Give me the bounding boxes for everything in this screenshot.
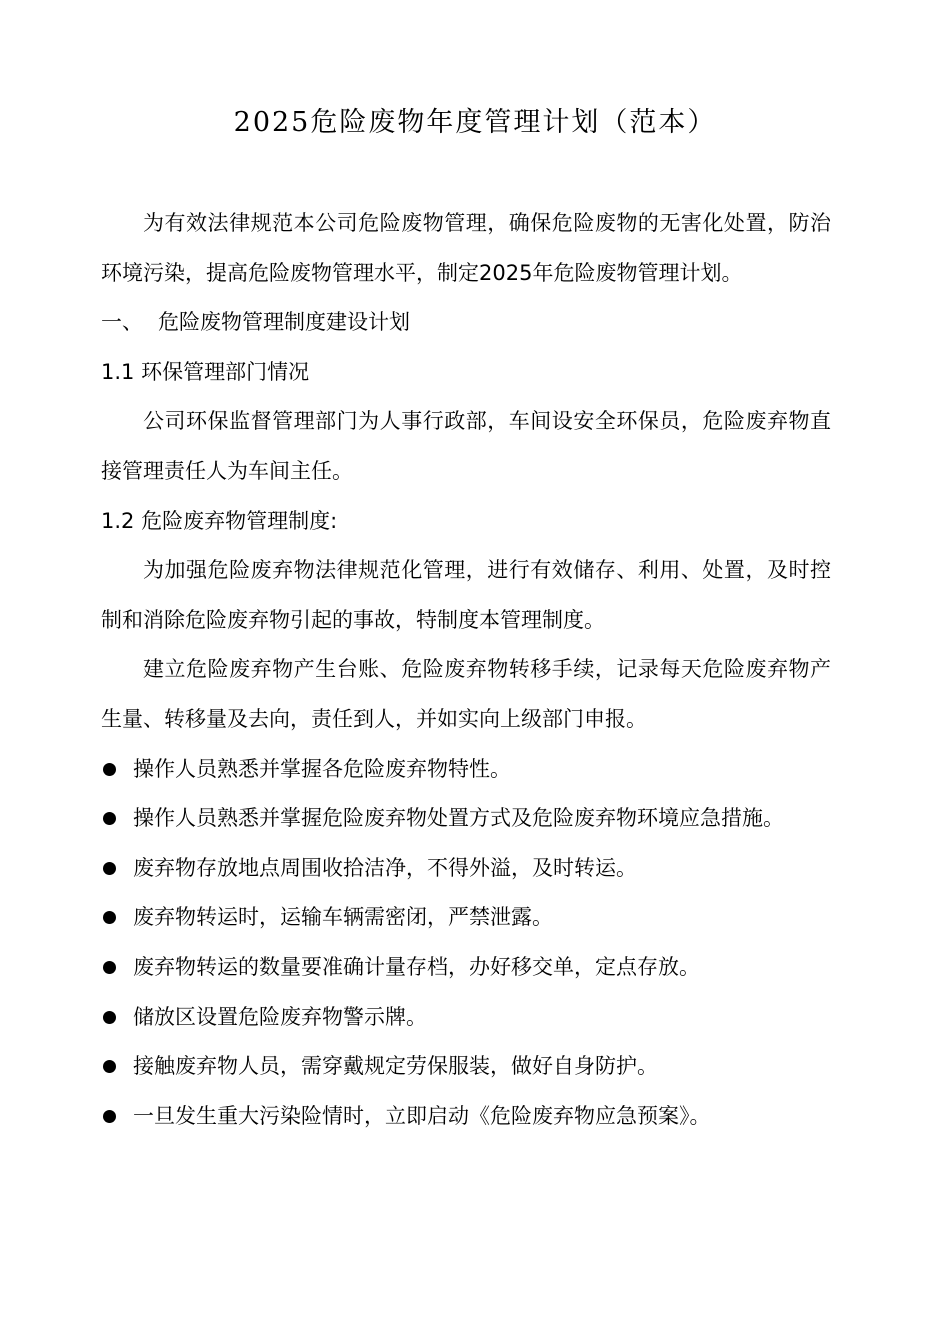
- subsection-heading-1-2: 1.2 危险废弃物管理制度:: [101, 508, 338, 533]
- subsection-heading-1-1: 1.1 环保管理部门情况: [101, 359, 310, 384]
- bullet-icon: [103, 1060, 116, 1073]
- rules-list: [101, 745, 831, 1142]
- department-paragraph: 公司环保监督管理部门为人事行政部，车间设安全环保员，危险废弃物直接管理责任人为车间主任。: [101, 409, 831, 483]
- section-number: 一、: [101, 310, 143, 335]
- list-item: 储放区设置危险废弃物警示牌。: [101, 993, 831, 1043]
- list-item: 一旦发生重大污染险情时，立即启动《危险废弃物应急预案》。: [101, 1092, 831, 1142]
- bullet-icon: [103, 1110, 116, 1123]
- bullet-icon: [103, 1011, 116, 1024]
- policy-paragraph: 为加强危险废弃物法律规范化管理，进行有效储存、利用、处置，及时控制和消除危险废弃物引起的事故，特制度本管理制度。: [101, 558, 831, 632]
- bullet-icon: [103, 812, 116, 825]
- intro-paragraph: 为有效法律规范本公司危险废物管理，确保危险废物的无害化处置，防治环境污染，提高危险废物管理水平，制定2025年危险废物管理计划。: [101, 211, 831, 285]
- ledger-paragraph: 建立危险废弃物产生台账、危险废弃物转移手续，记录每天危险废弃物产生量、转移量及去向，责任到人，并如实向上级部门申报。: [101, 657, 831, 731]
- bullet-icon: [103, 862, 116, 875]
- list-item: 废弃物存放地点周围收拾洁净，不得外溢，及时转运。: [101, 844, 831, 894]
- list-item: 废弃物转运的数量要准确计量存档，办好移交单，定点存放。: [101, 943, 831, 993]
- document-title: 2025危险废物年度管理计划（范本）: [233, 107, 717, 138]
- section-title: 危险废物管理制度建设计划: [158, 310, 410, 335]
- bullet-icon: [103, 961, 116, 974]
- list-item: 操作人员熟悉并掌握危险废弃物处置方式及危险废弃物环境应急措施。: [101, 794, 831, 844]
- bullet-icon: [103, 911, 116, 924]
- list-item: 接触废弃物人员，需穿戴规定劳保服装，做好自身防护。: [101, 1042, 831, 1092]
- section-heading: [101, 298, 831, 348]
- list-item: 废弃物转运时，运输车辆需密闭，严禁泄露。: [101, 893, 831, 943]
- bullet-icon: [103, 763, 116, 776]
- list-item: 操作人员熟悉并掌握各危险废弃物特性。: [101, 745, 831, 795]
- document-body: [101, 199, 831, 1141]
